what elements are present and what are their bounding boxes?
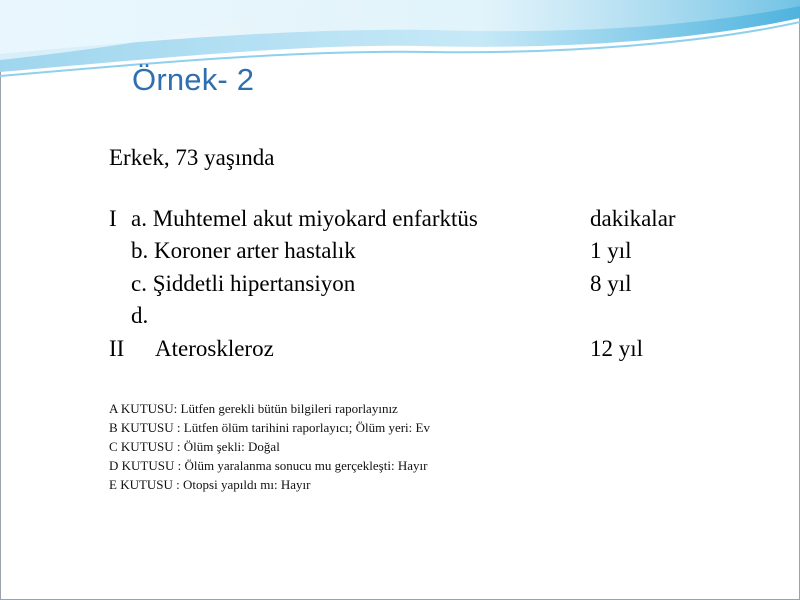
cause-duration: 8 yıl xyxy=(590,271,632,296)
subject-description: Erkek, 73 yaşında xyxy=(109,145,275,170)
cause-duration: dakikalar xyxy=(590,206,676,231)
cause-text: d. xyxy=(131,303,149,328)
cause-text: b. Koroner arter hastalık xyxy=(131,238,356,263)
cause-text: c. Şiddetli hipertansiyon xyxy=(131,271,356,296)
box-note-a: A KUTUSU: Lütfen gerekli bütün bilgileri raporlayınız xyxy=(109,401,398,416)
header-wave-decoration xyxy=(0,0,800,100)
box-note-b: B KUTUSU : Lütfen ölüm tarihini raporlayıcı; Ölüm yeri: Ev xyxy=(109,420,430,435)
box-note-d: D KUTUSU : Ölüm yaralanma sonucu mu gerçekleşti: Hayır xyxy=(109,458,428,473)
cause-text: Ateroskleroz xyxy=(155,336,274,361)
cause-duration: 1 yıl xyxy=(590,238,632,263)
box-notes xyxy=(109,399,430,494)
cause-part-label: II xyxy=(109,336,125,361)
cause-duration: 12 yıl xyxy=(590,336,644,361)
cause-part-label: I xyxy=(109,206,117,231)
slide-title: Örnek- 2 xyxy=(132,62,255,97)
box-note-e: E KUTUSU : Otopsi yapıldı mı: Hayır xyxy=(109,477,311,492)
cause-text: a. Muhtemel akut miyokard enfarktüs xyxy=(131,206,478,231)
box-note-c: C KUTUSU : Ölüm şekli: Doğal xyxy=(109,439,280,454)
